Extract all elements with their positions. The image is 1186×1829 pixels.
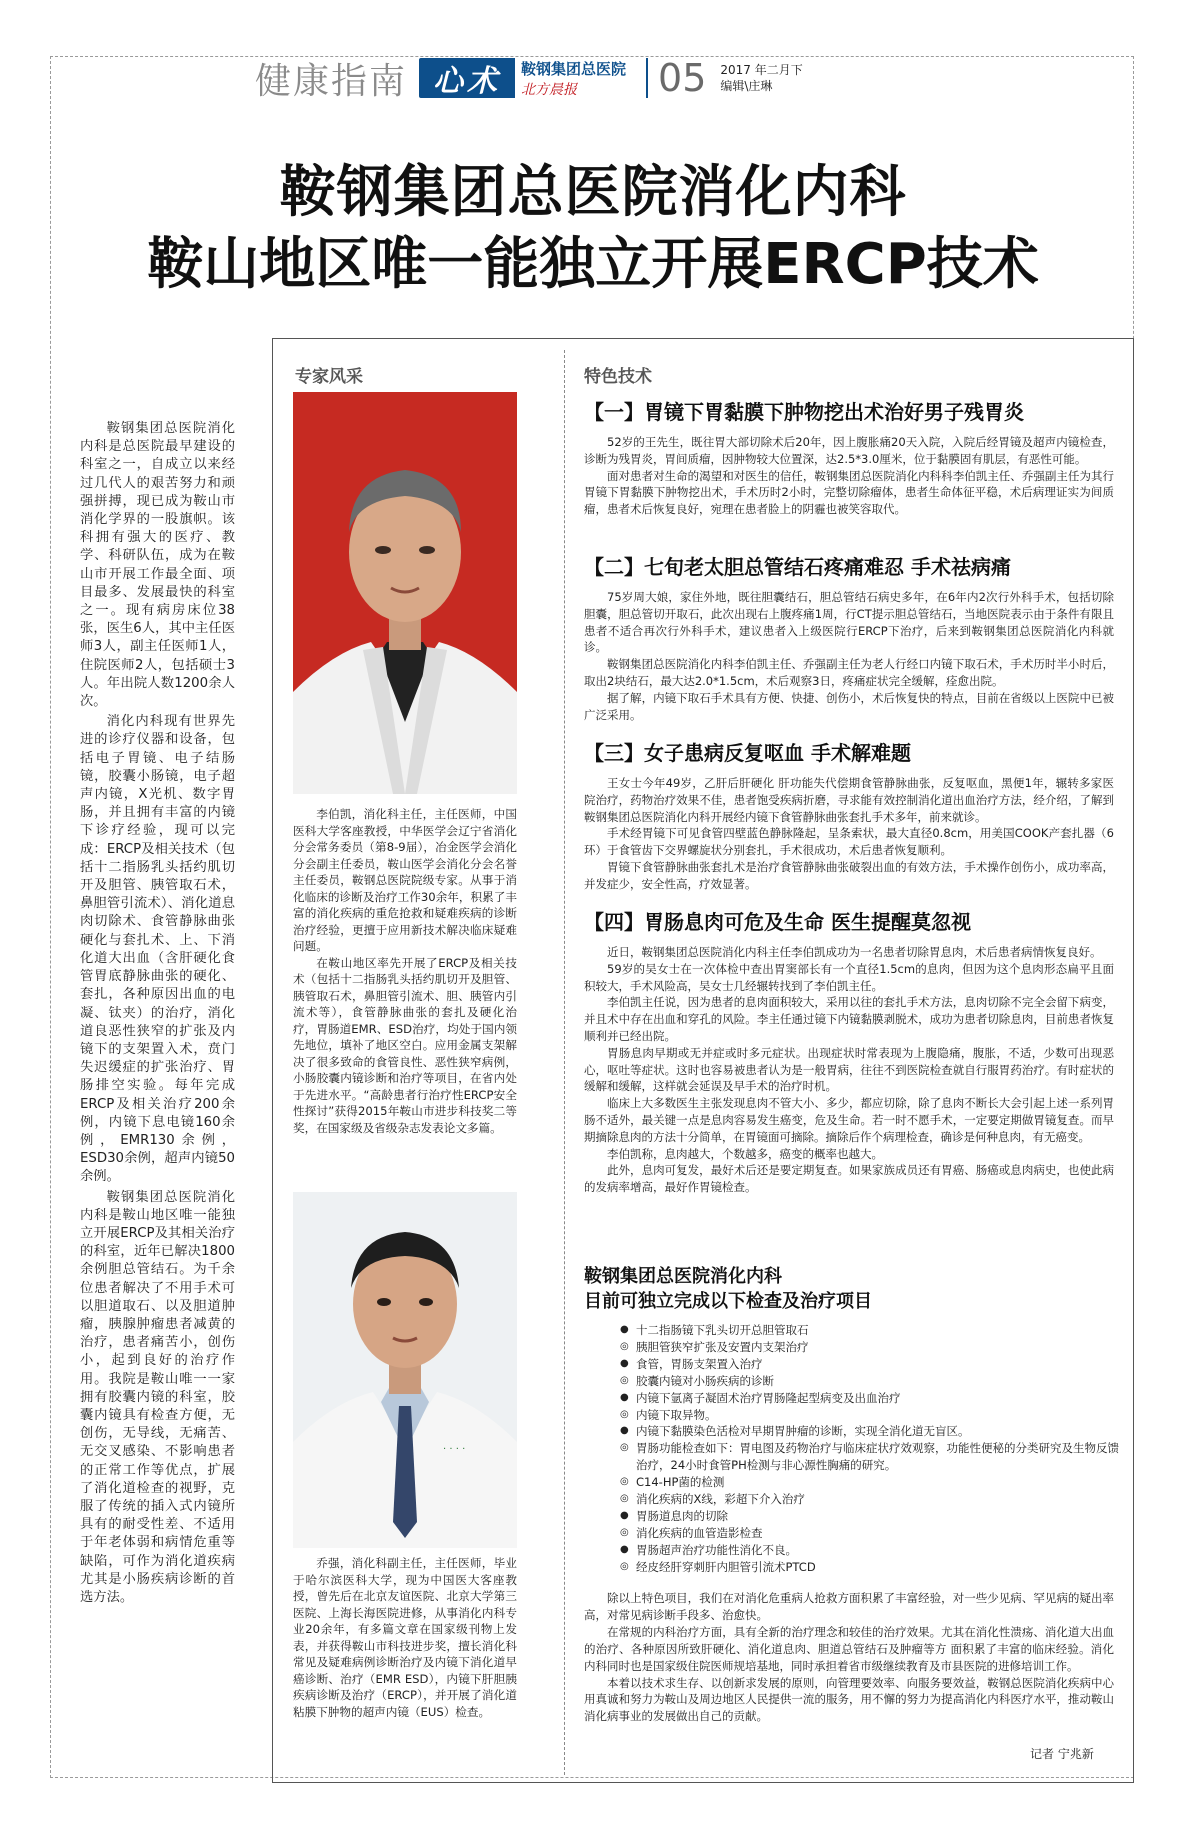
feature-3-paragraph: 手术经胃镜下可见食管四壁蓝色静脉隆起，呈条索状，最大直径0.8cm，用美国COOK产套扎器（6环）于食管齿下交界螺旋状分别套扎，手术很成功，术后患者恢复顺利。	[584, 826, 1114, 858]
services-title-line-2: 目前可独立完成以下检查及治疗项目	[584, 1291, 872, 1312]
feature-2-paragraph: 据了解，内镜下取石手术具有方便、快捷、创伤小，术后恢复快的特点，目前在省级以上医院中已被广泛采用。	[584, 690, 1114, 722]
feature-3-title: 【三】女子患病反复呕血 手术解难题	[584, 741, 911, 765]
hospital-name: 鞍钢集团总医院	[521, 59, 627, 78]
reporter-byline: 记者 宁兆新	[1030, 1747, 1094, 1761]
list-item: ◎ 胶囊内镜对小肠疾病的诊断	[620, 1373, 1120, 1390]
expert-bio-li	[293, 806, 517, 1136]
feature-4-paragraph: 此外，息肉可复发，最好术后还是要定期复查。如果家族成员还有胃癌、肠癌或息肉病史，也使此病的发病率增高，最好作胃镜检查。	[584, 1163, 1114, 1195]
feature-2-paragraph: 鞍钢集团总医院消化内科李伯凯主任、乔强副主任为老人行经口内镜下取石术，手术历时半小时后，取出2块结石，最大达2.0*1.5cm，术后观察3日，疼痛症状完全缓解，痊愈出院。	[584, 657, 1114, 688]
headline	[60, 158, 1126, 302]
portrait-illustration	[293, 1192, 517, 1548]
paper-name: 北方晨报	[521, 81, 578, 98]
services-title	[584, 1264, 872, 1314]
feature-2-title: 【二】七旬老太胆总管结石疼痛难忍 手术祛病痛	[584, 555, 1011, 579]
feature-4-title: 【四】胃肠息肉可危及生命 医生提醒莫忽视	[584, 910, 971, 934]
list-item: ● 内镜下氩离子凝固术治疗胃肠隆起型病变及出血治疗	[620, 1390, 1120, 1407]
feature-4-paragraph: 胃肠息肉早期或无并症或时多元症状。出现症状时常表现为上腹隐痛，腹胀，不适，少数可出现恶心，呕吐等症状。这时也容易被患者认为是一般胃病，往往不到医院检查就自行服胃药治疗。有时症状的缓解和缓解，这样就会延误及早手术的治疗时机。	[584, 1045, 1114, 1094]
intro-paragraph: 鞍钢集团总医院消化内科是鞍山地区唯一能独立开展ERCP及其相关治疗的科室，近年已解决1800余例胆总管结石。为千余位患者解决了不用手术可以胆道取石、以及胆道肿瘤，胰腺肿瘤患者减黄的治疗，患者痛苦小，创伤小，起到良好的治疗作用。我院是鞍山唯一一家拥有胶囊内镜的科室，胶囊内镜具有检查方便，无创伤，无导线，无痛苦、无交叉感染、不影响患者的正常工作等优点，扩展了消化道检查的视野，克服了传统的插入式内镜所具有的耐受性差、不适用于年老体弱和病情危重等缺陷，可作为消化道疾病尤其是小肠疾病诊断的首选方法。	[80, 1189, 235, 1605]
expert-photo-qiao	[293, 1192, 517, 1548]
feature-3-paragraph: 胃镜下食管静脉曲张套扎术是治疗食管静脉曲张破裂出血的有效方法，手术操作创伤小，成功率高，并发症少，安全性高，疗效显著。	[584, 859, 1114, 891]
feature-4-paragraph: 李伯凯称，息肉越大，个数越多，癌变的概率也越大。	[607, 1146, 883, 1161]
feature-4-paragraph: 59岁的吴女士在一次体检中查出胃窦部长有一个直径1.5cm的息肉，但因为这个息肉形态扁平且面积较大，手术风险高，吴女士几经辗转找到了李伯凯主任。	[584, 961, 1114, 993]
issue-date: 2017 年二月下	[720, 63, 803, 77]
header-separator	[646, 58, 648, 98]
logo-subtitle	[515, 58, 632, 98]
feature-4-paragraph: 李伯凯主任说，因为患者的息肉面积较大，采用以往的套扎手术方法，息肉切除不完全会留下病变，并且术中存在出血和穿孔的风险。李主任通过镜下内镜黏膜剥脱术，成功为患者切除息肉，目前患者恢复顺利并已经出院。	[584, 995, 1114, 1043]
bio-paragraph: 在鞍山地区率先开展了ERCP及相关技术（包括十二指肠乳头括约肌切开及胆管、胰管取石术，鼻胆管引流术、胆、胰管内引流术等），食管静脉曲张的套扎及硬化治疗，胃肠道EMR、ESD治疗，均处于国内领先地位，填补了地区空白。应用金属支架解决了很多致命的食管良性、恶性狭窄病例，小肠胶囊内镜诊断和治疗等项目，在省内处于先进水平。“高龄患者行治疗性ERCP安全性探讨”获得2015年鞍山市进步科技奖二等奖，在国家级及省级杂志发表论文多篇。	[293, 955, 517, 1135]
list-item: ◎ 胰胆管狭窄扩张及安置内支架治疗	[620, 1339, 1120, 1356]
closing-text	[584, 1590, 1114, 1725]
experts-section-title: 专家风采	[295, 367, 363, 387]
intro-paragraph: 鞍钢集团总医院消化内科是总医院最早建设的科室之一，自成立以来经过几代人的艰苦努力和顽强拼搏，现已成为鞍山市消化学界的一股旗帜。该科拥有强大的医疗、教学、科研队伍，成为在鞍山市开展工作最全面、项目最多、发展最快的科室之一。现有病房床位38张，医生6人，其中主任医师3人，副主任医师1人，住院医师2人，包括硕士3人。年出院人数1200余人次。	[80, 421, 235, 710]
list-item: ● 胃肠道息肉的切除	[620, 1508, 1120, 1525]
issue-meta	[720, 62, 802, 94]
intro-column	[80, 420, 235, 1607]
feature-1-paragraph: 52岁的王先生，既往胃大部切除术后20年，因上腹胀痛20天入院，入院后经胃镜及超声内镜检查，诊断为残胃炎，胃间质瘤，因肿物较大位置深，达2.5*3.0厘米，位于黏膜固有肌层，有恶性可能。	[584, 435, 1114, 466]
headline-line-2: 鞍山地区唯一能独立开展ERCP技术	[147, 232, 1039, 297]
list-item: ◎ 胃肠功能检查如下：胃电图及药物治疗与临床症状疗效观察，功能性便秘的分类研究及生物反馈治疗，24小时食管PH检测与非心源性胸痛的研究。	[620, 1440, 1120, 1474]
feature-4-paragraph: 临床上大多数医生主张发现息肉不管大小、多少，都应切除，除了息肉不断长大会引起上述一系列胃肠不适外，最关键一点是息肉容易发生癌变，危及生命。若一时不愿手术，一定要定期做胃镜复查。而早期摘除息肉的方法十分简单，在胃镜面可摘除。摘除后作个病理检查，确诊是何种息肉，有无癌变。	[584, 1096, 1114, 1144]
features-section-title: 特色技术	[584, 367, 652, 387]
feature-4-paragraph: 近日，鞍钢集团总医院消化内科主任李伯凯成功为一名患者切除胃息肉，术后患者病情恢复良好。	[607, 945, 1102, 959]
issue-editor: 编辑\庄琳	[720, 79, 773, 93]
bio-paragraph: 李伯凯，消化科主任，主任医师，中国医科大学客座教授，中华医学会辽宁省消化分会常务委员（第8-9届），冶金医学会消化分会副主任委员，鞍山医学会消化分会名誉主任委员，鞍钢总医院院级专家。从事于消化临床的诊断及治疗工作30余年，积累了丰富的消化疾病的重危抢救和疑难疾病的诊断治疗经验，更擅于应用新技术解决临床疑难问题。	[293, 807, 517, 953]
page-header	[255, 56, 803, 100]
logo-mark: 心术	[433, 64, 502, 99]
expert-photo-li	[293, 392, 517, 794]
list-item: ◎ 消化疾病的X线，彩超下介入治疗	[620, 1491, 1120, 1508]
feature-1	[584, 398, 1114, 518]
services-title-line-1: 鞍钢集团总医院消化内科	[584, 1266, 782, 1287]
list-item: ◎ 经皮经肝穿刺肝内胆管引流术PTCD	[620, 1559, 1120, 1576]
list-item: ● 胃肠超声治疗功能性消化不良。	[620, 1542, 1120, 1559]
bio-paragraph: 乔强，消化科副主任，主任医师，毕业于哈尔滨医科大学，现为中国医大客座教授，曾先后在北京友谊医院、北京大学第三医院、上海长海医院进修，从事消化内科专业20余年，有多篇文章在国家级刊物上发表，并获得鞍山市科技进步奖，擅长消化科常见及疑难病例诊断治疗及内镜下消化道早癌诊断、治疗（EMR ESD），内镜下肝胆胰疾病诊断及治疗（ERCP），并开展了消化道粘膜下肿物的超声内镜（EUS）检查。	[293, 1556, 517, 1719]
list-item: ● 十二指肠镜下乳头切开总胆管取石	[620, 1322, 1120, 1339]
closing-paragraph: 本着以技术求生存、以创新求发展的原则，向管理要效率、向服务要效益，鞍钢总医院消化疾病中心用真诚和努力为鞍山及周边地区人民提供一流的服务，用不懈的努力为提高消化内科医疗水平，推动鞍山消化病事业的发展做出自己的贡献。	[584, 1675, 1114, 1724]
portrait-illustration	[293, 392, 517, 794]
list-item: ● 内镜下黏膜染色活检对早期胃肿瘤的诊断，实现全消化道无盲区。	[620, 1423, 1120, 1440]
feature-1-paragraph: 面对患者对生命的渴望和对医生的信任，鞍钢集团总医院消化内科科李伯凯主任、乔强副主任为其行胃镜下胃黏膜下肿物挖出术，手术历时2小时，完整切除瘤体，患者生命体征平稳，术后病理证实为间质瘤，患者术后恢复良好，宛理在患者脸上的阴霾也被笑容取代。	[584, 468, 1114, 517]
feature-4	[584, 908, 1114, 1196]
list-item: ◎ C14-HP菌的检测	[620, 1474, 1120, 1491]
feature-2-paragraph: 75岁周大娘，家住外地，既往胆囊结石，胆总管结石病史多年，在6年内2次行外科手术，包括切除胆囊，胆总管切开取石，此次出现右上腹疼痛1周，行CT提示胆总管结石，当地医院表示由于条件有限且患者不适合再次行外科手术，建议患者入上级医院行ERCP下治疗，后来到鞍钢集团总医院消化内科就诊。	[584, 590, 1114, 655]
closing-paragraph: 在常规的内科治疗方面，具有全新的治疗理念和较佳的治疗效果。尤其在消化性溃疡、消化道大出血的治疗、各种原因所致肝硬化、消化道息肉、胆道总管结石及肿瘤等方 面积累了丰富的临床经验。消化内科同时也是国家级住院医师规培基地，同时承担着省市级继续教育及市县医院的进修培训工作。	[584, 1624, 1114, 1673]
intro-paragraph: 消化内科现有世界先进的诊疗仪器和设备，包括电子胃镜、电子结肠镜，胶囊小肠镜，电子超声内镜，X光机、数字胃肠，并且拥有丰富的内镜下诊疗经验，现可以完成：ERCP及相关技术（包括十二指肠乳头括约肌切开及胆管、胰管取石术，鼻胆管引流术）、消化道息肉切除术、食管静脉曲张硬化与套扎术、上、下消化道大出血（含肝硬化食管胃底静脉曲张的硬化、套扎，各种原因出血的电凝、钛夹）的治疗，消化道良恶性狭窄的扩张及内镜下的支架置入术，贲门失迟缓症的扩张治疗、胃肠排空实验。每年完成ERCP及相关治疗200余例，内镜下息电镜160余例，EMR130余例，ESD30余例，超声内镜50余例。	[80, 714, 235, 1185]
headline-line-1: 鞍钢集团总医院消化内科	[279, 160, 907, 225]
feature-2	[584, 553, 1114, 723]
feature-1-title: 【一】胃镜下胃黏膜下肿物挖出术治好男子残胃炎	[584, 400, 1024, 424]
page-number: 05	[658, 56, 707, 100]
expert-bio-qiao	[293, 1555, 517, 1720]
list-item: ◎ 消化疾病的血管造影检查	[620, 1525, 1120, 1542]
column-divider	[564, 350, 565, 1775]
services-list	[620, 1322, 1120, 1576]
feature-3-paragraph: 王女士今年49岁，乙肝后肝硬化 肝功能失代偿期食管静脉曲张，反复呕血，黑便1年，辗转多家医院治疗，药物治疗效果不佳，患者饱受疾病折磨，寻求能有效控制消化道出血治疗方法，经介绍，了解到鞍钢集团总医院消化内科开展经内镜下食管静脉曲张套扎手术多年，前来就诊。	[584, 776, 1114, 824]
svg-text:· · · ·: · · · ·	[443, 1444, 466, 1455]
list-item: ● 食管，胃肠支架置入治疗	[620, 1356, 1120, 1373]
closing-paragraph: 除以上特色项目，我们在对消化危重病人抢救方面积累了丰富经验，对一些少见病、罕见病的疑出率高，对常见病诊断手段多、治愈快。	[584, 1591, 1114, 1622]
list-item: ◎ 内镜下取异物。	[620, 1407, 1120, 1424]
feature-3	[584, 739, 1114, 893]
section-title: 健康指南	[255, 60, 408, 102]
newspaper-logo	[419, 58, 632, 98]
